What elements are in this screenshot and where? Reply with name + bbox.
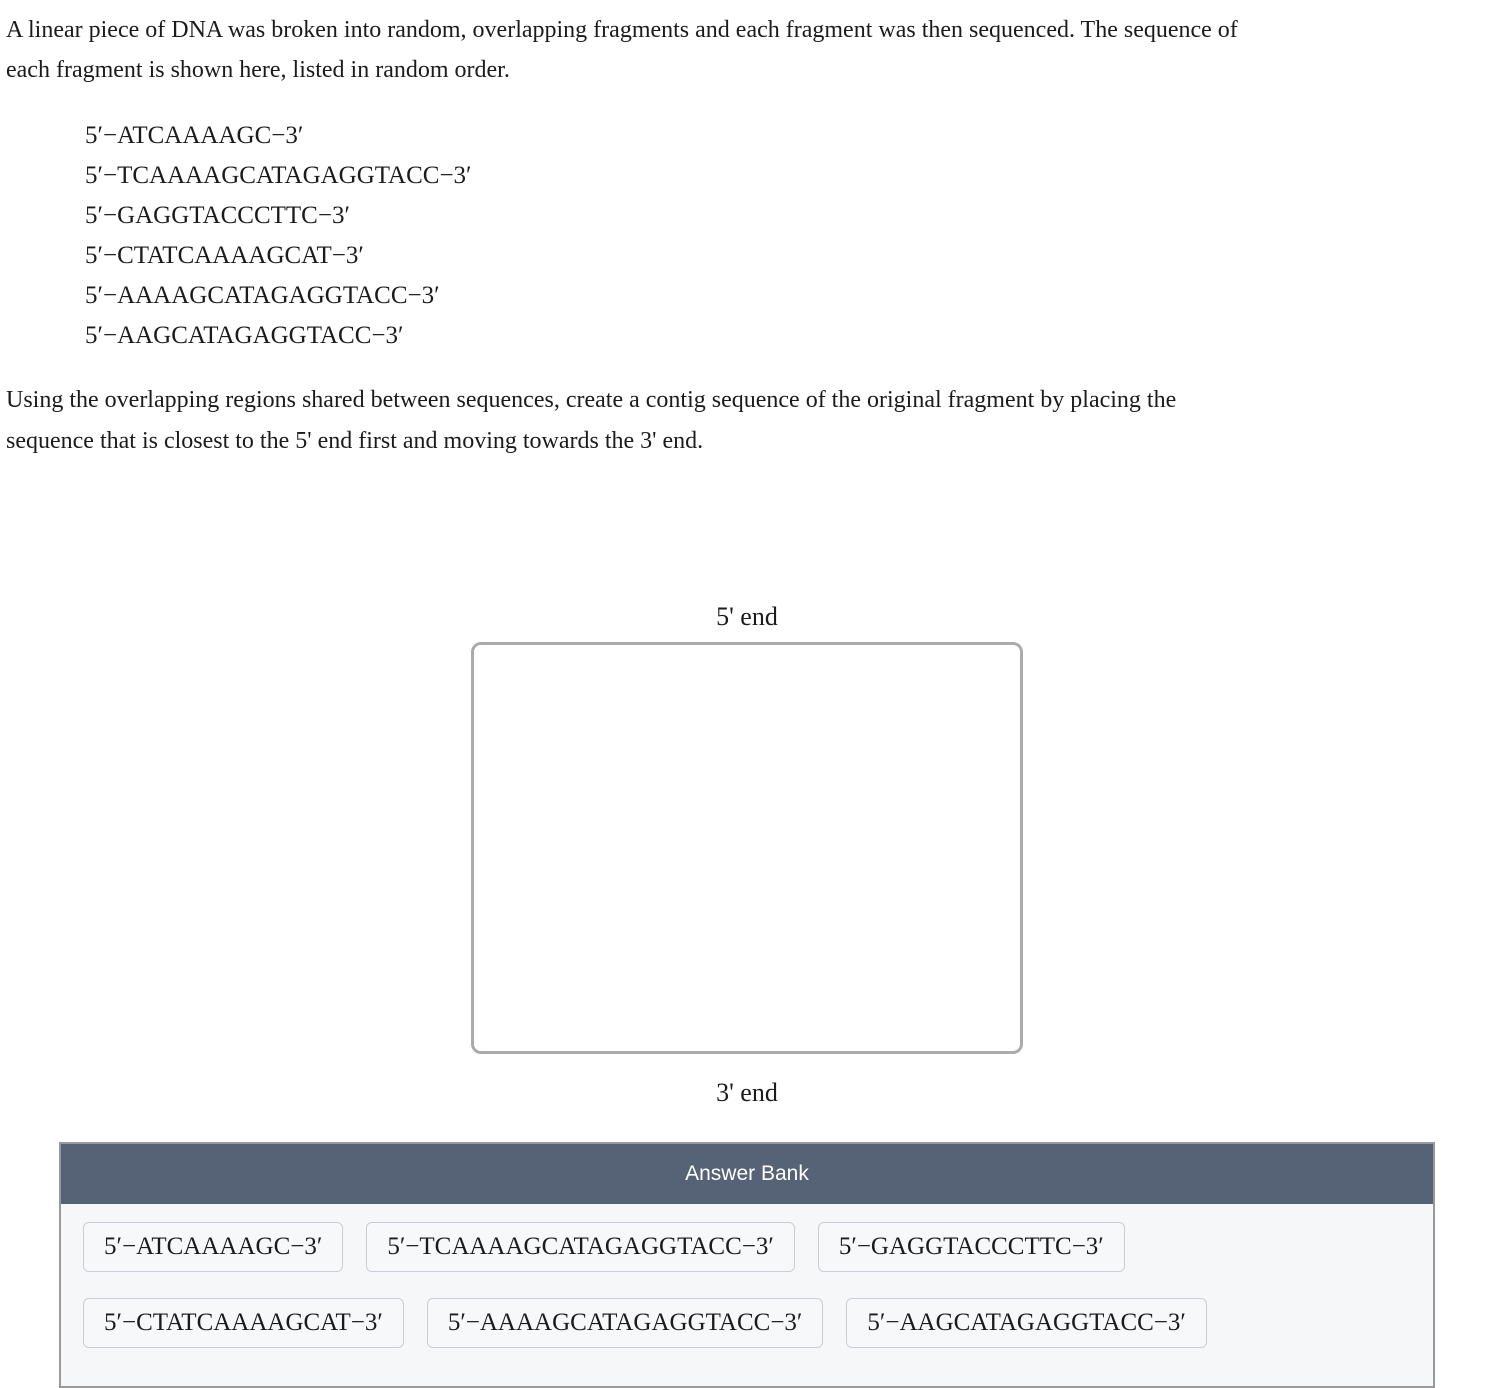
instruction-line-2: sequence that is closest to the 5' end first and moving towards the 3' end. [6, 428, 704, 454]
answer-bank-title: Answer Bank [685, 1162, 809, 1185]
fragment-sequence-4: 5′−CTATCAAAAGCAT−3′ [85, 242, 364, 269]
five-prime-end-label: 5' end [716, 602, 778, 631]
answer-bank-body [61, 1204, 1433, 1386]
three-prime-end-label: 3' end [716, 1078, 778, 1107]
answer-bank-item-6[interactable]: 5′−AAGCATAGAGGTACC−3′ [846, 1298, 1206, 1348]
instruction-line-1: Using the overlapping regions shared between sequences, create a contig sequence of the original fragment by placing the [6, 387, 1177, 413]
fragment-list [85, 116, 1494, 356]
fragment-sequence-2: 5′−TCAAAAGCATAGAGGTACC−3′ [85, 162, 472, 189]
answer-bank [59, 1142, 1435, 1388]
fragment-sequence-3: 5′−GAGGTACCCTTC−3′ [85, 202, 350, 229]
fragment-sequence-5: 5′−AAAAGCATAGAGGTACC−3′ [85, 282, 440, 309]
answer-bank-item-2[interactable]: 5′−TCAAAAGCATAGAGGTACC−3′ [366, 1222, 795, 1272]
answer-bank-item-1[interactable]: 5′−ATCAAAAGC−3′ [83, 1222, 343, 1272]
answer-bank-row-1 [83, 1222, 1411, 1272]
fragment-sequence-6: 5′−AAGCATAGAGGTACC−3′ [85, 322, 404, 349]
answer-bank-item-4[interactable]: 5′−CTATCAAAAGCAT−3′ [83, 1298, 404, 1348]
answer-bank-header [61, 1144, 1433, 1204]
fragment-sequence-1: 5′−ATCAAAAGC−3′ [85, 122, 304, 149]
instruction-text [0, 380, 1494, 462]
answer-bank-item-3[interactable]: 5′−GAGGTACCCTTC−3′ [818, 1222, 1125, 1272]
answer-bank-item-5[interactable]: 5′−AAAAGCATAGAGGTACC−3′ [427, 1298, 824, 1348]
intro-text [0, 0, 1494, 90]
intro-line-1: A linear piece of DNA was broken into random, overlapping fragments and each fragment was then sequenced. The sequence of [6, 17, 1238, 43]
contig-builder [0, 602, 1494, 1108]
intro-line-2: each fragment is shown here, listed in random order. [6, 57, 510, 83]
contig-drop-zone[interactable] [471, 642, 1023, 1054]
answer-bank-row-2 [83, 1298, 1411, 1348]
